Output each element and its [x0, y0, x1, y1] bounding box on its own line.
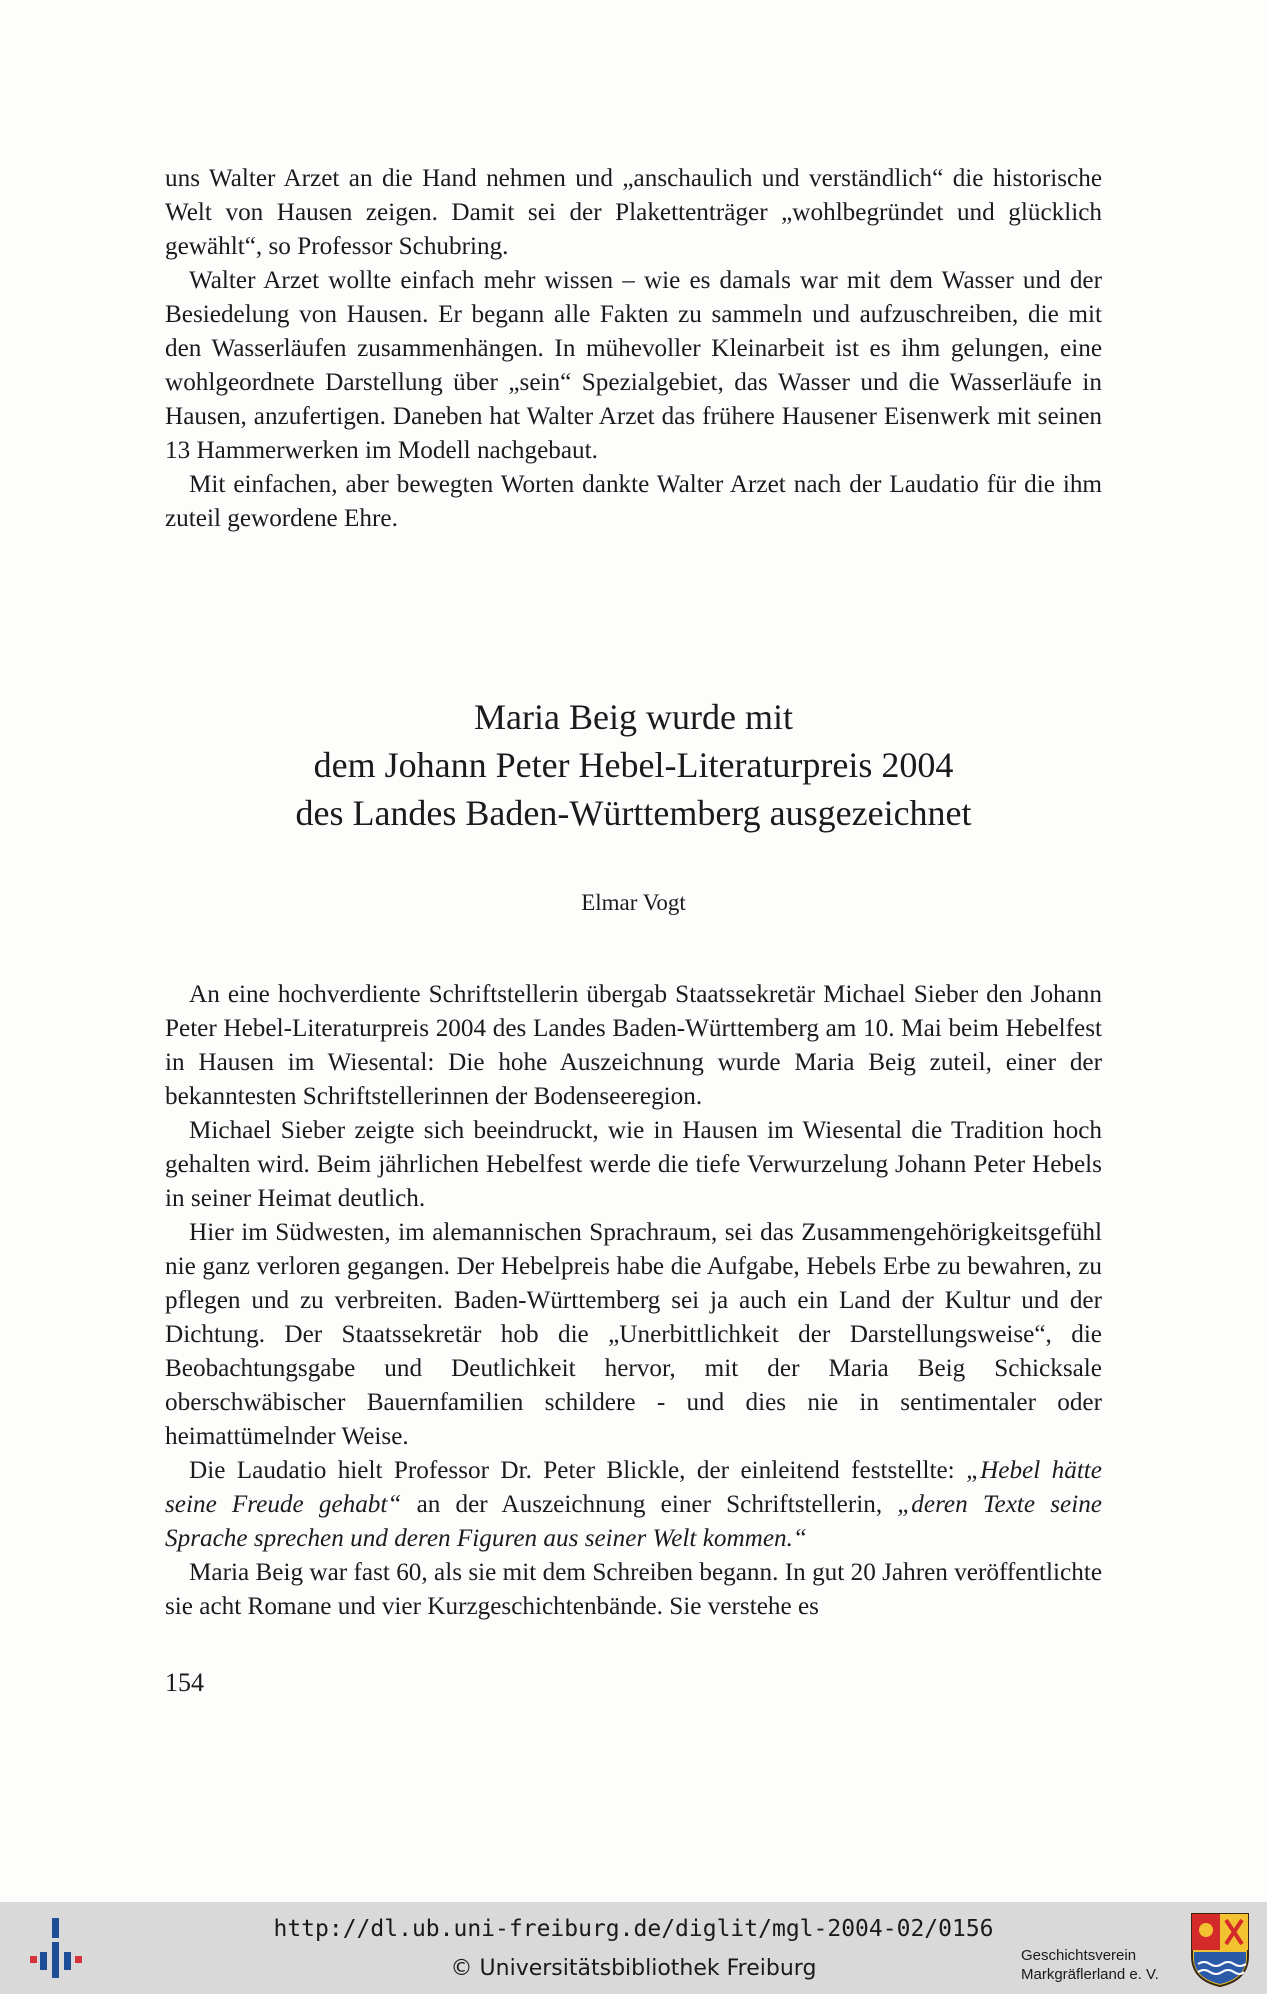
article-title — [165, 693, 1102, 837]
page-number: 154 — [165, 1668, 204, 1697]
copyright-text: © Universitätsbibliothek Freiburg — [450, 1956, 817, 1981]
footer-bar — [0, 1902, 1267, 1994]
title-line: Maria Beig wurde mit — [474, 697, 793, 737]
article-body — [165, 978, 1102, 1624]
title-line: des Landes Baden-Württemberg ausgezeichnet — [295, 793, 972, 833]
quote: „deren Texte seine Sprache sprechen und deren Figuren aus seiner Welt kommen.“ — [165, 1491, 1102, 1552]
intro-text — [165, 162, 1102, 536]
society-line: Geschichtsverein — [1021, 1947, 1137, 1964]
source-url-link[interactable]: http://dl.ub.uni-freiburg.de/diglit/mgl-2004-02/0156 — [273, 1916, 994, 1942]
quote: „Hebel hätte seine Freude gehabt“ — [165, 1457, 1102, 1518]
paragraph: An eine hochverdiente Schriftstellerin übergab Staatssekretär Michael Sieber den Johann Peter Hebel-Literaturpreis 2004 des Landes Baden-Württemberg am 10. Mai beim Hebelfest in Hausen im Wiesental: Die hohe Auszeichnung wurde Maria Beig zuteil, einer der bekanntesten Schriftstellerinnen der Bodenseeregion. — [165, 981, 1102, 1110]
paragraph: Mit einfachen, aber bewegten Worten dankte Walter Arzet nach der Laudatio für die ihm zuteil gewordene Ehre. — [165, 471, 1102, 532]
society-name — [1021, 1946, 1181, 1984]
paragraph: Michael Sieber zeigte sich beeindruckt, wie in Hausen im Wiesental die Tradition hoch gehalten wird. Beim jährlichen Hebelfest werde die tiefe Verwurzelung Johann Peter Hebels in seiner Heimat deutlich. — [165, 1117, 1102, 1212]
laudatio-text: Die Laudatio hielt Professor Dr. Peter Blickle, der einleitend feststellte: — [189, 1457, 967, 1484]
paragraph: Maria Beig war fast 60, als sie mit dem Schreiben begann. In gut 20 Jahren veröffentlichte sie acht Romane und vier Kurzgeschichtenbände. Sie verstehe es — [165, 1559, 1102, 1620]
paragraph-laudatio — [165, 1454, 1102, 1556]
society-line: Markgräflerland e. V. — [1021, 1966, 1159, 1983]
coat-of-arms-icon — [1190, 1912, 1250, 1988]
laudatio-text: an der Auszeichnung einer Schriftstellerin, — [401, 1491, 898, 1518]
paragraph: Walter Arzet wollte einfach mehr wissen – wie es damals war mit dem Wasser und der Besiedelung von Hausen. Er begann alle Fakten zu sammeln und aufzuschreiben, die mit den Wasserläufen zusammenhängen. In mühevoller Kleinarbeit ist es ihm gelungen, eine wohlgeordnete Darstellung über „sein“ Spezialgebiet, das Wasser und die Wasserläufe in Hausen, anzufertigen. Daneben hat Walter Arzet das frühere Hausener Eisenwerk mit seinen 13 Hammerwerken im Modell nachgebaut. — [165, 267, 1102, 464]
paragraph: Hier im Südwesten, im alemannischen Sprachraum, sei das Zusammengehörigkeitsgefühl nie ganz verloren gegangen. Der Hebelpreis habe die Aufgabe, Hebels Erbe zu bewahren, zu pflegen und zu verbreiten. Baden-Württemberg sei ja auch ein Land der Kultur und der Dichtung. Der Staatssekretär hob die „Unerbittlichkeit der Darstellungsweise“, die Beobachtungsgabe und Deutlichkeit hervor, mit der Maria Beig Schicksale oberschwäbischer Bauernfamilien schildere - und dies nie in sentimentaler oder heimattümelnder Weise. — [165, 1219, 1102, 1450]
paragraph: uns Walter Arzet an die Hand nehmen und „anschaulich und verständlich“ die historische Welt von Hausen zeigen. Damit sei der Plakettenträger „wohlbegründet und glücklich gewählt“, so Professor Schubring. — [165, 165, 1102, 260]
title-line: dem Johann Peter Hebel-Literaturpreis 2004 — [313, 745, 954, 785]
article-author: Elmar Vogt — [581, 890, 686, 915]
